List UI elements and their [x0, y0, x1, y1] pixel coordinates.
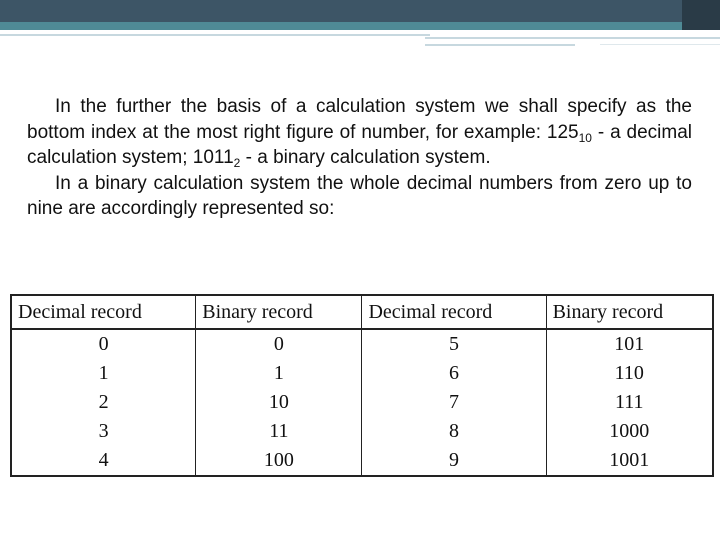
paragraph-1-text: - a binary calculation system.	[240, 147, 491, 168]
table-row	[11, 417, 713, 446]
conversion-table	[10, 294, 714, 477]
column-header: Decimal record	[362, 295, 546, 329]
table-row	[11, 446, 713, 476]
divider-line	[425, 44, 575, 46]
table-cell: 111	[546, 388, 713, 417]
table-cell: 6	[362, 359, 546, 388]
table-cell: 1	[11, 359, 196, 388]
column-header: Binary record	[196, 295, 362, 329]
table-cell: 1000	[546, 417, 713, 446]
divider-line	[600, 44, 720, 45]
paragraph-2: In a binary calculation system the whole decimal numbers from zero up to nine are accordingly represented so:	[27, 172, 692, 219]
table-cell: 11	[196, 417, 362, 446]
table-cell: 8	[362, 417, 546, 446]
table-cell: 101	[546, 329, 713, 359]
table-cell: 100	[196, 446, 362, 476]
table-row	[11, 388, 713, 417]
table-row	[11, 359, 713, 388]
header-bar	[0, 0, 720, 22]
table-cell: 110	[546, 359, 713, 388]
header-accent-bar	[0, 22, 720, 30]
table-cell: 7	[362, 388, 546, 417]
table-cell: 5	[362, 329, 546, 359]
column-header: Decimal record	[11, 295, 196, 329]
table-cell: 3	[11, 417, 196, 446]
divider-line	[425, 37, 720, 39]
table-cell: 10	[196, 388, 362, 417]
table-cell: 4	[11, 446, 196, 476]
table-cell: 2	[11, 388, 196, 417]
table-cell: 9	[362, 446, 546, 476]
divider-line	[0, 34, 430, 36]
table-cell: 1001	[546, 446, 713, 476]
table-cell: 0	[11, 329, 196, 359]
header-corner-block	[682, 0, 720, 30]
table-cell: 0	[196, 329, 362, 359]
subscript-base-10: 10	[578, 130, 592, 145]
body-text	[27, 94, 692, 222]
paragraph-1-text: In the further the basis of a calculation system we shall specify as the bottom index at the most right figure of number, for example: 125	[27, 96, 692, 143]
paragraph-1-text: - a decimal calculation system; 1011	[27, 121, 692, 168]
subscript-base-2: 2	[233, 156, 241, 170]
table-header-row	[11, 295, 713, 329]
table-row	[11, 329, 713, 359]
paragraph-1	[27, 94, 692, 171]
table-cell: 1	[196, 359, 362, 388]
column-header: Binary record	[546, 295, 713, 329]
